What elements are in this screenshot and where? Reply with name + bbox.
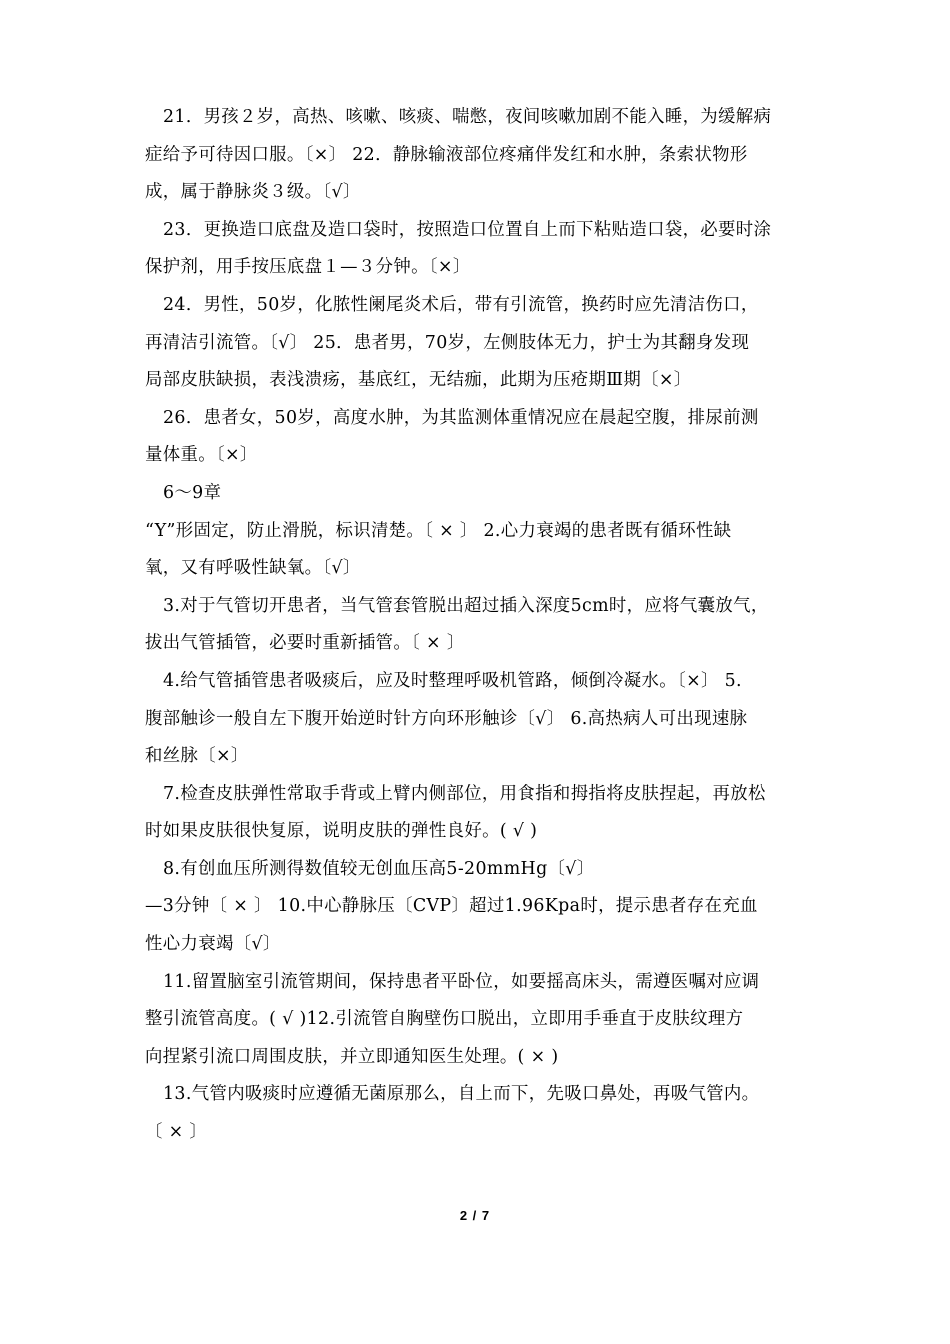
- text-line: “Y”形固定，防止滑脱，标识清楚。〔 × 〕 2.心力衰竭的患者既有循环性缺: [145, 520, 732, 541]
- text-line: 成，属于静脉炎３级。〔√〕: [145, 182, 361, 203]
- text-line: 11.留置脑室引流管期间，保持患者平卧位，如要摇高床头，需遵医嘱对应调: [163, 971, 760, 992]
- text-line: 和丝脉〔×〕: [145, 746, 249, 767]
- text-line: 向捏紧引流口周围皮肤，并立即通知医生处理。( × ): [145, 1046, 559, 1067]
- text-line: 性心力衰竭〔√〕: [145, 934, 281, 955]
- text-line: 氧，又有呼吸性缺氧。〔√〕: [145, 558, 361, 579]
- text-line: 13.气管内吸痰时应遵循无菌原那么，自上而下，先吸口鼻处，再吸气管内。: [163, 1084, 760, 1105]
- text-line: 3.对于气管切开患者，当气管套管脱出超过插入深度5cm时，应将气囊放气，: [163, 595, 769, 616]
- text-line: 时如果皮肤很快复原，说明皮肤的弹性良好。( √ ): [145, 821, 538, 842]
- text-line: 局部皮肤缺损，表浅溃疡，基底红，无结痂，此期为压疮期Ⅲ期〔×〕: [145, 370, 692, 391]
- text-line: 26．患者女，50岁，高度水肿，为其监测体重情况应在晨起空腹，排尿前测: [163, 407, 759, 428]
- text-line: 拔出气管插管，必要时重新插管。〔 × 〕: [145, 633, 465, 654]
- text-line: 7.检查皮肤弹性常取手背或上臂内侧部位，用食指和拇指将皮肤捏起，再放松: [163, 783, 766, 804]
- text-line: 腹部触诊一般自左下腹开始逆时针方向环形触诊〔√〕 6.高热病人可出现速脉: [145, 708, 748, 729]
- text-line: 24．男性，50岁，化脓性阑尾炎术后，带有引流管，换药时应先清洁伤口，: [163, 294, 759, 315]
- text-line: 23．更换造口底盘及造口袋时，按照造口位置自上而下粘贴造口袋，必要时涂: [163, 219, 772, 240]
- text-line: 4.给气管插管患者吸痰后，应及时整理呼吸机管路，倾倒冷凝水。〔×〕 5.: [163, 670, 742, 691]
- document-body: [145, 99, 815, 1152]
- text-line: 症给予可待因口服。〔×〕 22．静脉输液部位疼痛伴发红和水肿，条索状物形: [145, 144, 748, 165]
- chapter-heading: 6～9章: [163, 482, 222, 503]
- text-line: 保护剂，用手按压底盘１—３分钟。〔×〕: [145, 257, 471, 278]
- text-line: 整引流管高度。( √ )12.引流管自胸壁伤口脱出，立即用手垂直于皮肤纹理方: [145, 1009, 744, 1030]
- page-number: 2 / 7: [459, 1208, 491, 1223]
- text-line: 再清洁引流管。〔√〕 25．患者男，70岁，左侧肢体无力，护士为其翻身发现: [145, 332, 750, 353]
- text-line: 〔 × 〕: [145, 1122, 208, 1143]
- text-line: —3分钟〔 × 〕 10.中心静脉压〔CVP〕超过1.96Kpa时，提示患者存在充血: [145, 896, 758, 917]
- text-line: 21．男孩２岁，高热、咳嗽、咳痰、喘憋，夜间咳嗽加剧不能入睡，为缓解病: [163, 107, 772, 127]
- text-line: 8.有创血压所测得数值较无创血压高5-20mmHg〔√〕: [163, 858, 595, 879]
- text-line: 量体重。〔×〕: [145, 445, 258, 466]
